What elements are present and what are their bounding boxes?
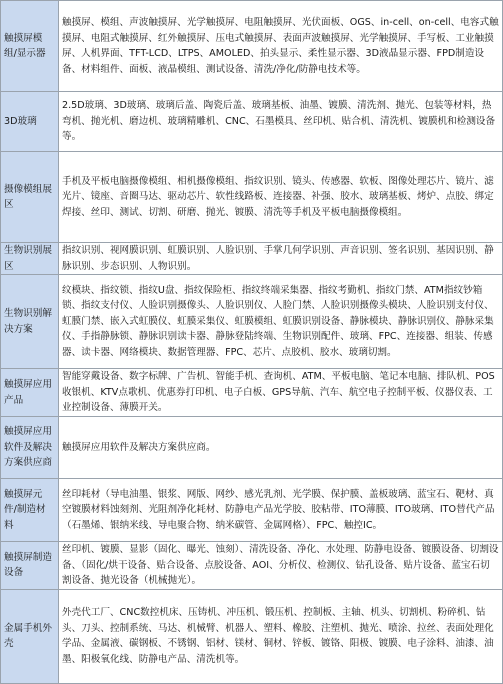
content-cell: 丝印耗材（导电油墨、银浆、网版、网纱、感光乳剂、光学膜、保护膜、盖板玻璃、蓝宝石、靶材、真空镀膜材料蚀刻剂、光阻剂净化耗材、防静电产品光学胶、胶粘带、ITO薄膜、ITO玻璃、ITO替代产品（石墨烯、银纳米线、导电聚合物、纳米碳管、金属网格）、FPC、触控IC。	[59, 479, 503, 542]
content-cell: 触摸屏应用软件及解决方案供应商。	[59, 417, 503, 479]
category-cell: 生物识别展区	[1, 243, 59, 275]
category-cell: 触摸屏模组/显示器	[1, 1, 59, 92]
category-cell: 摄像模组展区	[1, 152, 59, 243]
content-cell: 2.5D玻璃、3D玻璃、玻璃后盖、陶瓷后盖、玻璃基板、油墨、镀膜、清洗剂、抛光、包装等材料，热弯机、抛光机、磨边机、玻璃精雕机、CNC、石墨模具、丝印机、贴合机、清洗机、镀膜机和检测设备等。	[59, 92, 503, 152]
table-row	[1, 417, 503, 479]
content-cell: 纹模块、指纹锁、指纹U盘、指纹保险柜、指纹终端采集器、指纹考勤机、指纹门禁、ATM指纹钞箱锁、指纹支付仪、人脸识别摄像头、人脸识别仪、人脸门禁、人脸识别摄像头模块、人脸识别支付仪、虹膜门禁、嵌入式虹膜仪、虹膜采集仪、虹膜模组、虹膜识别设备、静脉模块、静脉识别仪、静脉采集仪、手指静脉锁、静脉识别读卡器、静脉登陆终端、生物识别配件、玻璃、FPC、连接器、组装、传感器、读卡器、网络模块、数据管理器、FPC、芯片、点胶机、胶水、玻璃切割。	[59, 275, 503, 369]
table-row	[1, 92, 503, 152]
category-cell: 3D玻璃	[1, 92, 59, 152]
content-cell: 指纹识别、视网膜识别、虹膜识别、人脸识别、手掌几何学识别、声音识别、签名识别、基因识别、静脉识别、步态识别、人物识别。	[59, 243, 503, 275]
category-cell: 生物识别解决方案	[1, 275, 59, 369]
content-cell: 智能穿戴设备、数字标牌、广告机、智能手机、查询机、ATM、平板电脑、笔记本电脑、排队机、POS收银机、KTV点歌机、优惠券打印机、电子白板、GPS导航、汽车、航空电子控制平板、仪器仪表、工业控制设备、薄膜开关。	[59, 369, 503, 417]
table-row	[1, 542, 503, 590]
content-cell: 外壳代工厂、CNC数控机床、压铸机、冲压机、锻压机、控制板、主轴、机头、切割机、粉碎机、钻头、刀头、控制系统、马达、机械臂、机器人、塑料、橡胶、注塑机、抛光、喷涂、拉丝、表面处理化学品、金属液、碳钢板、不锈钢、铝材、镁材、铜材、锌板、镀铬、阳极、镀膜、电子涂料、油漆、油墨、阳极氧化线、防静电产品、清洗机等。	[59, 589, 503, 683]
content-cell: 触摸屏、模组、声波触摸屏、光学触摸屏、电阻触摸屏、光伏面板、OGS、in-cell、on-cell、电容式触摸屏、电阻式触摸屏、红外触摸屏、压电式触摸屏、表面声波触摸屏、光学触摸屏、手写板、工业触摸屏、人机界面、TFT-LCD、LTPS、AMOLED、拍头显示、柔性显示器、3D液晶显示器、FPD制造设备、材料组件、面板、液晶模组、测试设备、清洗/净化/防静电技术等。	[59, 1, 503, 92]
category-cell: 触摸屏元件/制造材料	[1, 479, 59, 542]
category-cell: 触摸屏制造设备	[1, 542, 59, 590]
table-row	[1, 1, 503, 92]
table-row	[1, 369, 503, 417]
table-row	[1, 479, 503, 542]
category-cell: 触摸屏应用软件及解决方案供应商	[1, 417, 59, 479]
table-row	[1, 589, 503, 683]
table-row	[1, 243, 503, 275]
category-cell: 触摸屏应用产品	[1, 369, 59, 417]
table-row	[1, 152, 503, 243]
content-cell: 丝印机、镀膜、显影（固化、曝光、蚀刻）、清洗设备、净化、水处理、防静电设备、镀膜设备、切割设备、（固化/烘干设备、贴合设备、点胶设备、AOI、分析仪、检测仪、钻孔设备、贴片设备、蓝宝石切割设备、抛光设备（机械抛光）。	[59, 542, 503, 590]
category-cell: 金属手机外壳	[1, 589, 59, 683]
table-row	[1, 275, 503, 369]
content-cell: 手机及平板电脑摄像模组、相机摄像模组、指纹识别、镜头、传感器、软板、图像处理芯片、镜片、滤光片、镜座、音圈马达、驱动芯片、软性线路板、连接器、补强、胶水、玻璃基板、烤炉、点胶、绑定焊接、丝印、测试、切割、研磨、抛光、镀膜、清洗等手机及平板电脑摄像模组。	[59, 152, 503, 243]
